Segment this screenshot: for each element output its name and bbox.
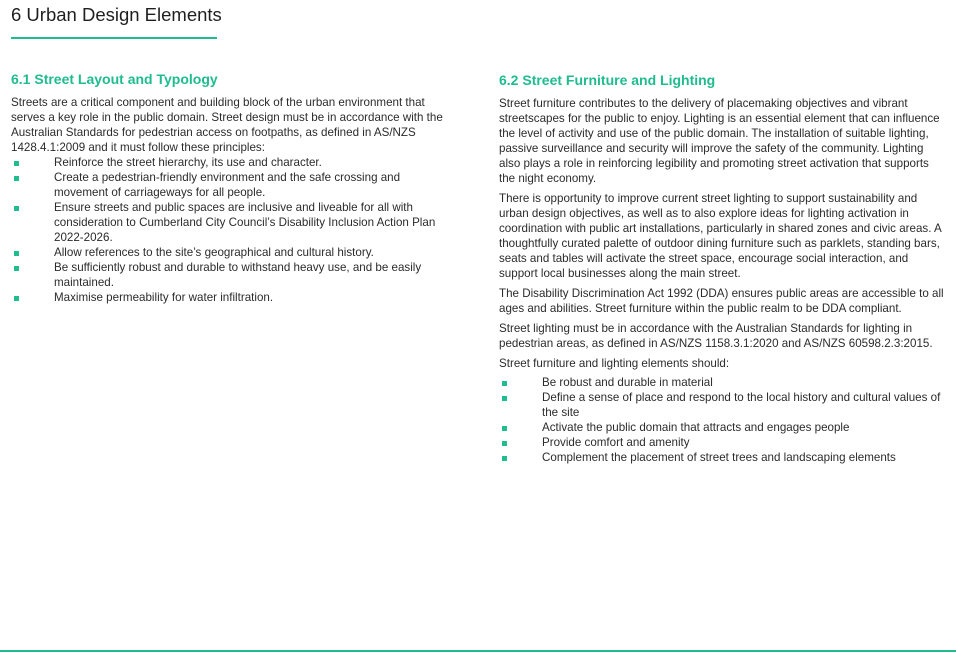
list-item-text: Ensure streets and public spaces are inclusive and liveable for all with consideration to Cumberland City Council’s Disability Inclusion Action Plan 2022-2026. [54,201,436,244]
list-item [499,375,944,390]
paragraph: Streets are a critical component and building block of the urban environment that serves a key role in the public domain. Street design must be in accordance with the Australian Standards for pedestrian access on footpaths, as defined in AS/NZS 1428.4.1:2009 and it must follow these principles: [11,96,443,154]
bullet-square-icon [502,426,507,431]
section-heading-street-layout: 6.1 Street Layout and Typology [11,71,218,87]
bullet-square-icon [14,251,19,256]
list-item [11,200,451,245]
list-item-text: Provide comfort and amenity [542,436,690,449]
bullet-square-icon [14,161,19,166]
bullet-square-icon [502,381,507,386]
list-item [11,245,451,260]
list-item-text: Activate the public domain that attracts and engages people [542,421,850,434]
list-item-text: Complement the placement of street trees and landscaping elements [542,451,896,464]
list-item-text: Reinforce the street hierarchy, its use and character. [54,156,322,169]
list-item [11,260,451,290]
list-item [499,390,944,420]
list-item [11,290,451,305]
bullet-square-icon [502,456,507,461]
section-street-furniture [499,71,944,465]
bullet-square-icon [14,296,19,301]
section-street-layout [11,70,451,305]
bullet-square-icon [502,396,507,401]
bullet-square-icon [14,266,19,271]
paragraph: There is opportunity to improve current street lighting to support sustainability and urban design objectives, as well as to also explore ideas for lighting activation in coordination with public art installations, particularly in shared zones and civic areas. A thoughtfully curated palette of outdoor dining furniture such as parklets, standing bars, seats and tables will activate the street space, encourage social interaction, and support local businesses along the main street. [499,192,942,280]
title-underline [11,37,217,39]
list-item [499,435,944,450]
list-item [499,420,944,435]
paragraph: Street furniture contributes to the delivery of placemaking objectives and vibrant streetscapes for the public to enjoy. Lighting is an essential element that can influence the level of activity and use of the public domain. The installation of suitable lighting, passive surveillance and security will improve the safety of the community. Lighting also plays a role in reinforcing legibility and promoting street activation that supports the night economy. [499,97,940,185]
list-item-text: Define a sense of place and respond to the local history and cultural values of the site [542,391,941,419]
page-title: 6 Urban Design Elements [11,4,222,25]
bullet-square-icon [502,441,507,446]
paragraph: The Disability Discrimination Act 1992 (DDA) ensures public areas are accessible to all ages and abilities. Street furniture within the public realm to be DDA compliant. [499,287,944,315]
bullet-square-icon [14,176,19,181]
section-heading-street-furniture: 6.2 Street Furniture and Lighting [499,72,716,88]
list-item-text: Maximise permeability for water infiltration. [54,291,274,304]
list-item [11,155,451,170]
list-item-text: Allow references to the site’s geographical and cultural history. [54,246,374,259]
list-item [499,450,944,465]
footer-divider [0,650,956,652]
list-item [11,170,451,200]
principles-list [11,155,451,305]
paragraph: Street furniture and lighting elements should: [499,357,730,370]
elements-list [499,375,944,465]
bullet-square-icon [14,206,19,211]
list-item-text: Be sufficiently robust and durable to withstand heavy use, and be easily maintained. [54,261,422,289]
list-item-text: Create a pedestrian-friendly environment and the safe crossing and movement of carriageways for all people. [54,171,401,199]
paragraph: Street lighting must be in accordance with the Australian Standards for lighting in pedestrian areas, as defined in AS/NZS 1158.3.1:2020 and AS/NZS 60598.2.3:2015. [499,322,933,350]
list-item-text: Be robust and durable in material [542,376,713,389]
